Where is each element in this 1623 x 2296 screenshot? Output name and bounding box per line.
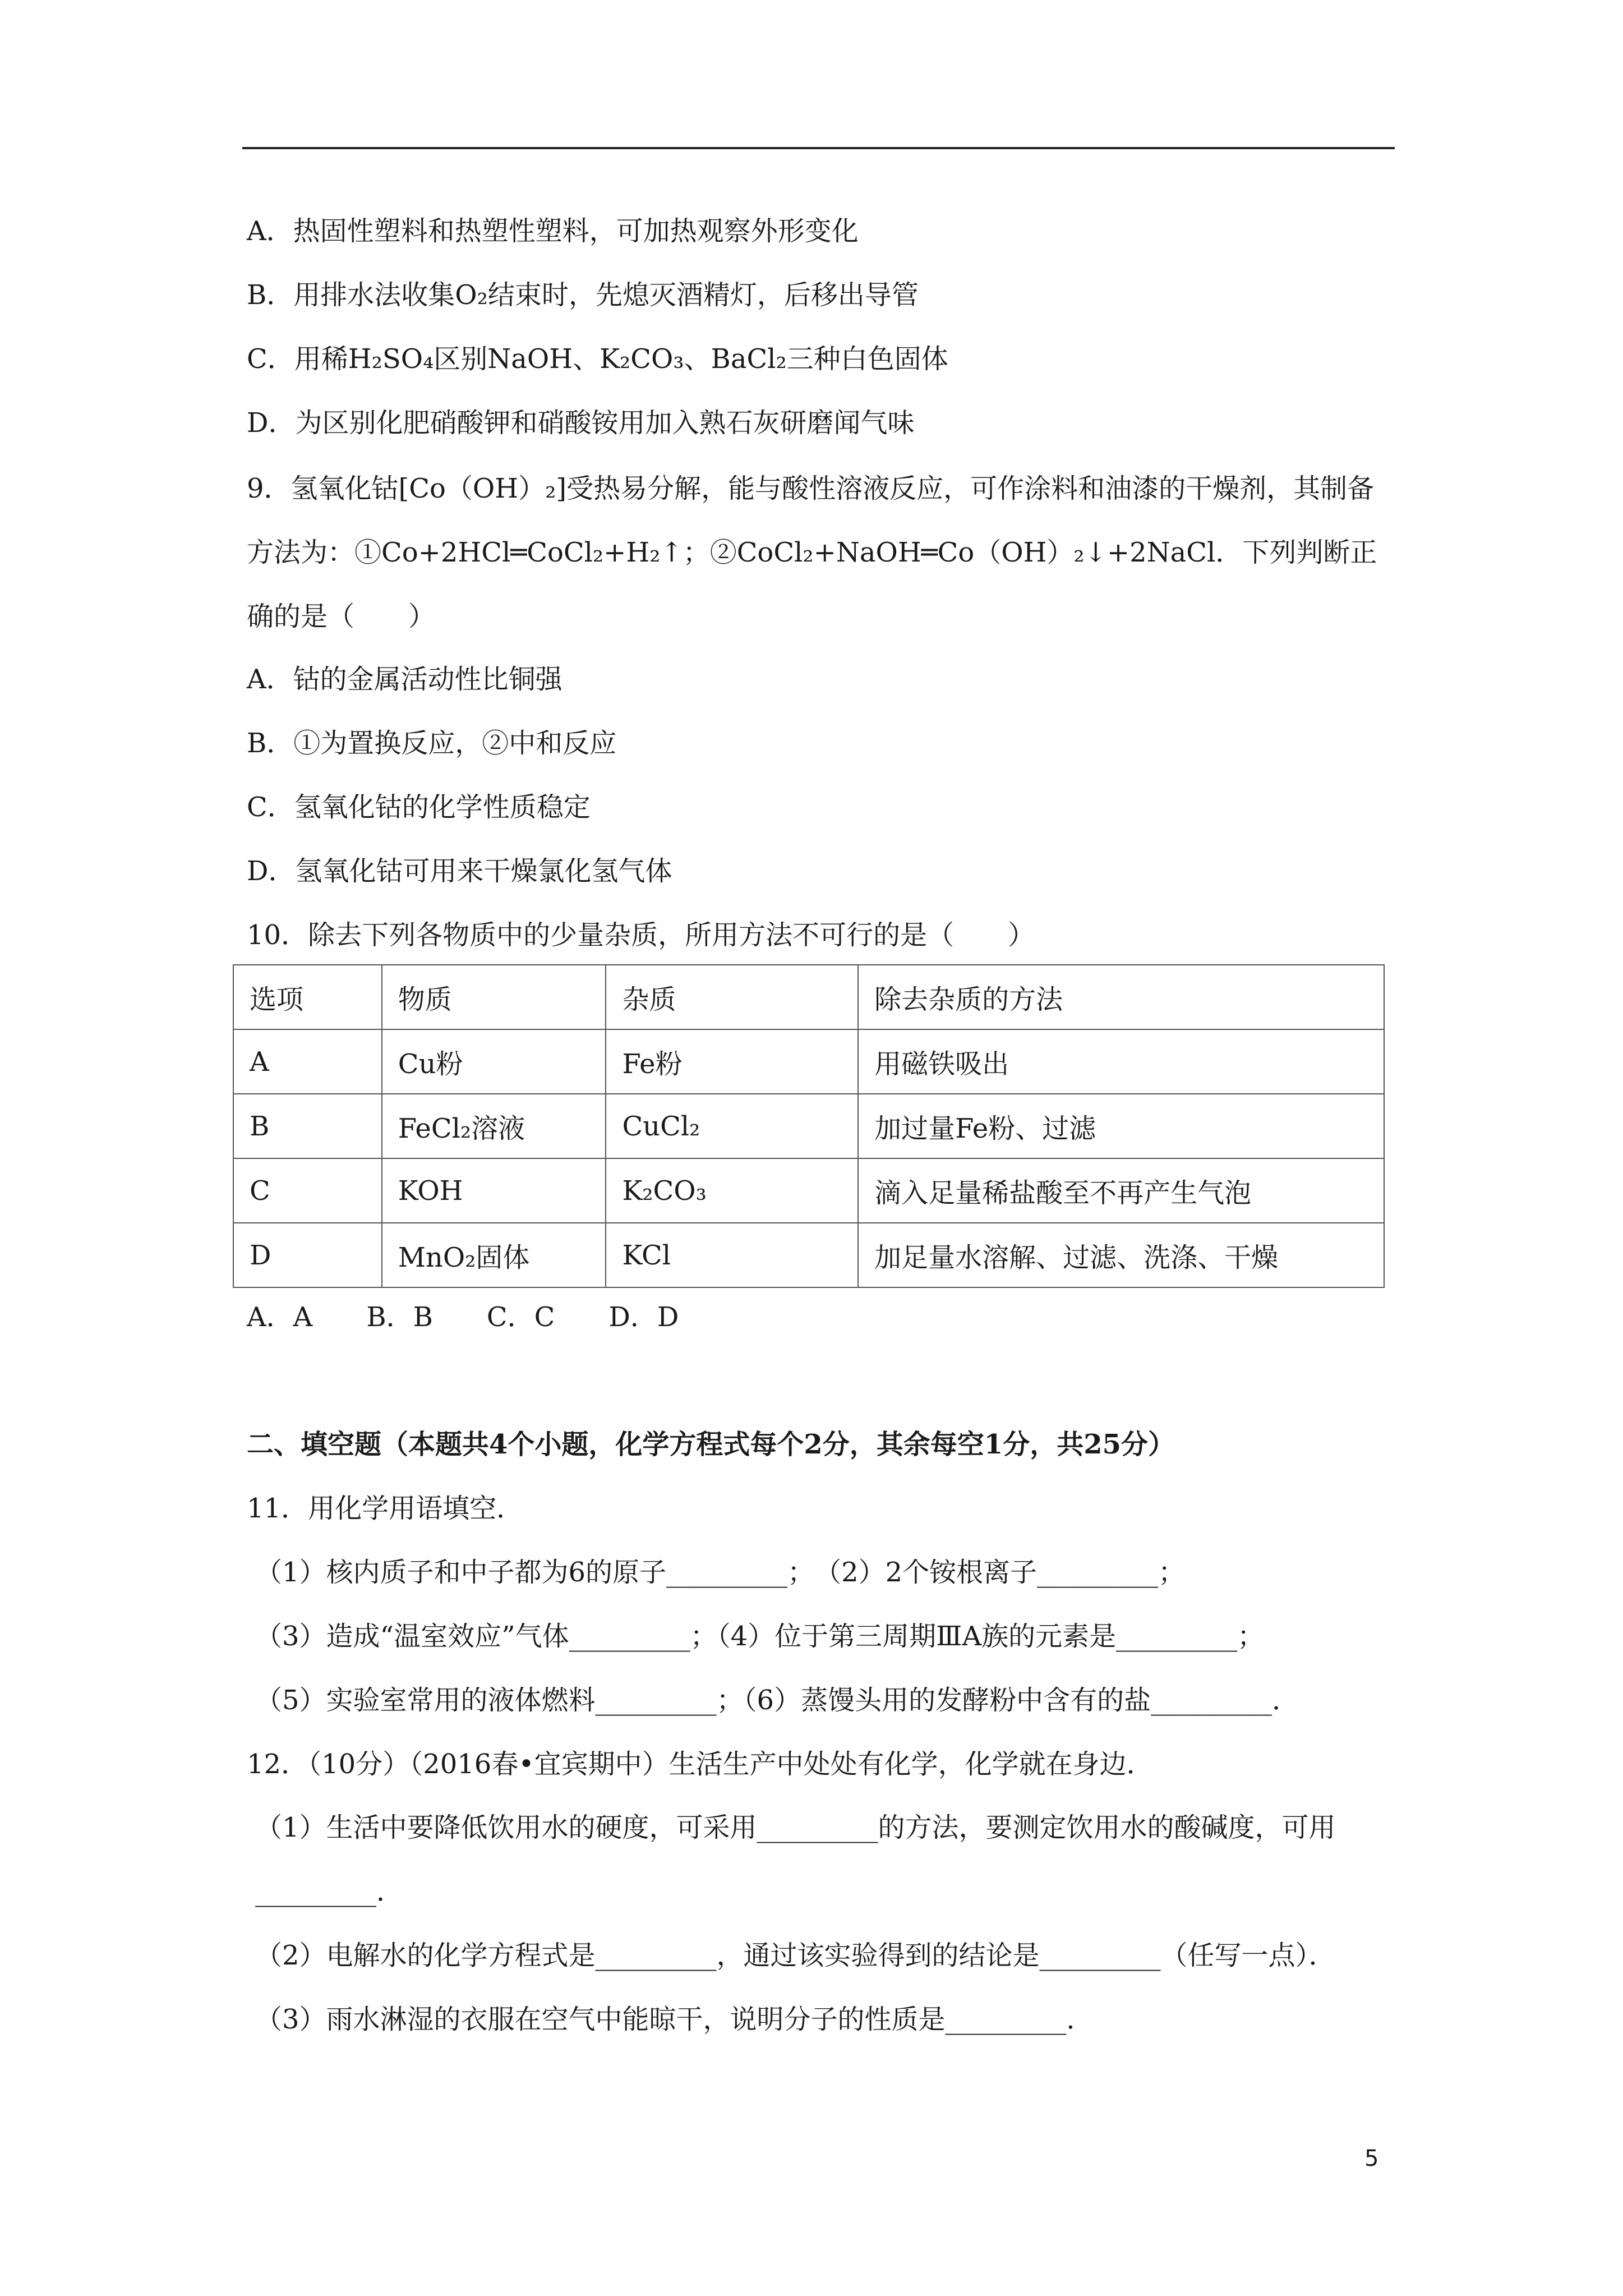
table-cell: 加足量水溶解、过滤、洗涤、干燥 bbox=[858, 1223, 1384, 1287]
q12-line-2: （2）电解水的化学方程式是_________，通过该实验得到的结论是_________（任写一点）． bbox=[255, 1940, 1336, 1971]
table-cell: C bbox=[233, 1158, 382, 1223]
q12-stem: 12．（10分）（2016春•宜宾期中）生活生产中处处有化学，化学就在身边． bbox=[247, 1749, 1154, 1780]
table-header-cell: 除去杂质的方法 bbox=[858, 965, 1384, 1029]
table-cell: Cu粉 bbox=[382, 1029, 606, 1094]
q9-option-a: A．钴的金属活动性比铜强 bbox=[247, 664, 562, 695]
table-header-cell: 杂质 bbox=[606, 965, 858, 1029]
table-cell: FeCl₂溶液 bbox=[382, 1094, 606, 1158]
q10-answers: A．A B．B C．C D．D bbox=[247, 1301, 679, 1333]
q8-option-b: B．用排水法收集O₂结束时，先熄灭酒精灯，后移出导管 bbox=[247, 279, 919, 311]
q11-line-1: （1）核内质子和中子都为6的原子_________； （2）2个铵根离子_________； bbox=[255, 1557, 1186, 1588]
table-row bbox=[233, 1223, 1384, 1287]
table-header-cell: 选项 bbox=[233, 965, 382, 1029]
table-row bbox=[233, 1094, 1384, 1158]
table-cell: Fe粉 bbox=[606, 1029, 858, 1094]
table-header-cell: 物质 bbox=[382, 965, 606, 1029]
q11-line-3: （5）实验室常用的液体燃料_________；（6）蒸馒头用的发酵粉中含有的盐_________． bbox=[255, 1685, 1299, 1716]
table-cell: D bbox=[233, 1223, 382, 1287]
header-rule bbox=[242, 147, 1395, 149]
page-number: 5 bbox=[1364, 2146, 1379, 2171]
q8-option-c: C．用稀H₂SO₄区别NaOH、K₂CO₃、BaCl₂三种白色固体 bbox=[247, 343, 948, 375]
q11-stem: 11．用化学用语填空． bbox=[247, 1493, 524, 1524]
table-cell: K₂CO₃ bbox=[606, 1158, 858, 1223]
table-cell: CuCl₂ bbox=[606, 1094, 858, 1158]
q8-option-a: A．热固性塑料和热塑性塑料，可加热观察外形变化 bbox=[247, 215, 859, 247]
q10-table bbox=[233, 964, 1385, 1288]
q9-stem: 9．氢氧化钴[Co（OH）₂]受热易分解，能与酸性溶液反应，可作涂料和油漆的干燥剂，其制备方法为：①Co+2HCl═CoCl₂+H₂↑；②CoCl₂+NaOH═Co（OH）₂↓+2NaCl．下列判断正确的是（ ） bbox=[247, 473, 1377, 632]
section-heading: 二、填空题（本题共4个小题，化学方程式每个2分，其余每空1分，共25分） bbox=[247, 1429, 1175, 1460]
q8-option-d: D．为区别化肥硝酸钾和硝酸铵用加入熟石灰研磨闻气味 bbox=[247, 407, 915, 439]
q12-line-3: （3）雨水淋湿的衣服在空气中能晾干，说明分子的性质是_________． bbox=[255, 2004, 1094, 2035]
q9-option-b: B．①为置换反应，②中和反应 bbox=[247, 728, 617, 759]
table-cell: 滴入足量稀盐酸至不再产生气泡 bbox=[858, 1158, 1384, 1223]
table-row bbox=[233, 1029, 1384, 1094]
table-cell: 用磁铁吸出 bbox=[858, 1029, 1384, 1094]
q11-line-2: （3）造成“温室效应”气体_________；（4）位于第三周期ⅢA族的元素是_________； bbox=[255, 1621, 1265, 1652]
q9-option-d: D．氢氧化钴可用来干燥氯化氢气体 bbox=[247, 855, 672, 887]
table-cell: B bbox=[233, 1094, 382, 1158]
q9-option-c: C．氢氧化钴的化学性质稳定 bbox=[247, 792, 591, 823]
table-header-row bbox=[233, 965, 1384, 1029]
table-cell: MnO₂固体 bbox=[382, 1223, 606, 1287]
table-cell: 加过量Fe粉、过滤 bbox=[858, 1094, 1384, 1158]
q10-stem: 10．除去下列各物质中的少量杂质，所用方法不可行的是（ ） bbox=[247, 919, 1035, 951]
table-cell: KCl bbox=[606, 1223, 858, 1287]
table-row bbox=[233, 1158, 1384, 1223]
table-cell: A bbox=[233, 1029, 382, 1094]
q12-line-1: （1）生活中要降低饮用水的硬度，可采用_________的方法，要测定饮用水的酸碱度，可用_________． bbox=[255, 1812, 1336, 1907]
table-cell: KOH bbox=[382, 1158, 606, 1223]
